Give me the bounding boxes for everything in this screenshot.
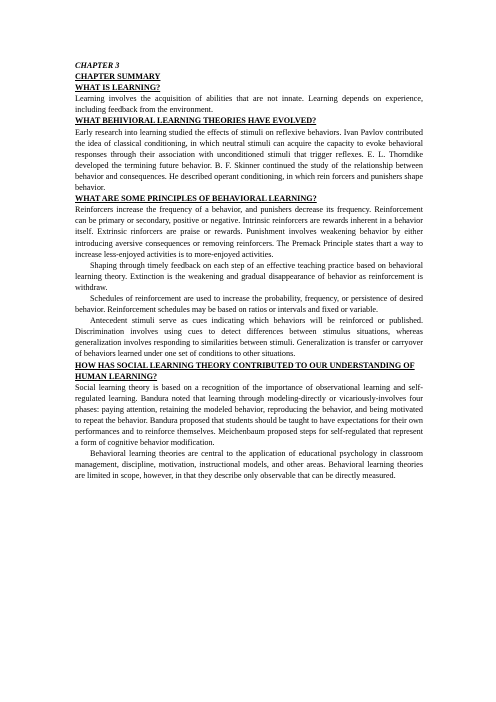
- section-heading: HOW HAS SOCIAL LEARNING THEORY CONTRIBUTED TO OUR UNDERSTANDING OF HUMAN LEARNING?: [75, 360, 415, 381]
- section-paragraph: Learning involves the acquisition of abilities that are not innate. Learning depends on experience, including feedback from the environment.: [75, 94, 423, 115]
- section-paragraph: Schedules of reinforcement are used to increase the probability, frequency, or persistence of desired behavior. Reinforcement schedules may be based on ratios or intervals and fixed or variable.: [75, 293, 423, 315]
- section-paragraph: Shaping through timely feedback on each step of an effective teaching practice based on behavioral learning theory. Extinction is the weakening and gradual disappearance of behavior as reinforcement is withdraw.: [75, 260, 423, 292]
- section-paragraph: Early research into learning studied the effects of stimuli on reflexive behaviors. Ivan Pavlov contributed the idea of classical conditioning, in which neutral stimuli can acquire the capacity to evoke behavioral responses through their association with unconditioned stimuli that trigger reflexes. E. L. Thorndike developed the termining future behavior. B. F. Skinner continued the study of the relationship between behavior and consequences. He described operant conditioning, in which rein forcers and punishers shape behavior.: [75, 127, 423, 193]
- section-heading: WHAT ARE SOME PRINCIPLES OF BEHAVIORAL LEARNING?: [75, 194, 317, 204]
- section-paragraph: Reinforcers increase the frequency of a behavior, and punishers decrease its frequency. Reinforcement can be primary or secondary, positive or negative. Intrinsic reinforcers are rewards inherent in a behavior itself. Extrinsic rinforcers are praise or rewards. Punishment involves weakening behavior by either introducing aversive consequences or removing reinforcers. The Premack Principle states thart a way to increase less-enjoyed activities is to more-enjoyed activities.: [75, 205, 423, 259]
- chapter-label: CHAPTER 3: [75, 61, 120, 70]
- section-heading: WHAT IS LEARNING?: [75, 83, 161, 93]
- summary-heading: CHAPTER SUMMARY: [75, 72, 161, 82]
- document-page: [75, 60, 423, 482]
- section-paragraph: Behavioral learning theories are central to the application of educational psychology in classroom management, discipline, motivation, instructional models, and other areas. Behavioral learning theories are limited in scope, however, in that they describe only observable that can be directly measured.: [75, 449, 423, 481]
- section-paragraph: Antecedent stimuli serve as cues indicating which behaviors will be reinforced or published. Discrimination involves using cues to detect differences between stimulus situations, whereas generalization involves responding to similarities between stimuli. Generalization is transfer or carryover of behaviors learned under one set of conditions to other situations.: [75, 316, 423, 359]
- section-heading: WHAT BEHIVIORAL LEARNING THEORIES HAVE EVOLVED?: [75, 116, 317, 126]
- section-paragraph: Social learning theory is based on a recognition of the importance of observational learning and self-regulated learning. Bandura noted that learning through modeling-directly or vicariously-involves four phases: paying attention, retaining the modeled behavior, reproducing the behavior, and being motivated to repeat the behavior. Bandura proposed that students should be taught to have expectations for their own performances and to reinforce themselves. Meichenbaum proposed steps for self-regulated that represent a form of cognitive behavior modification.: [75, 382, 423, 448]
